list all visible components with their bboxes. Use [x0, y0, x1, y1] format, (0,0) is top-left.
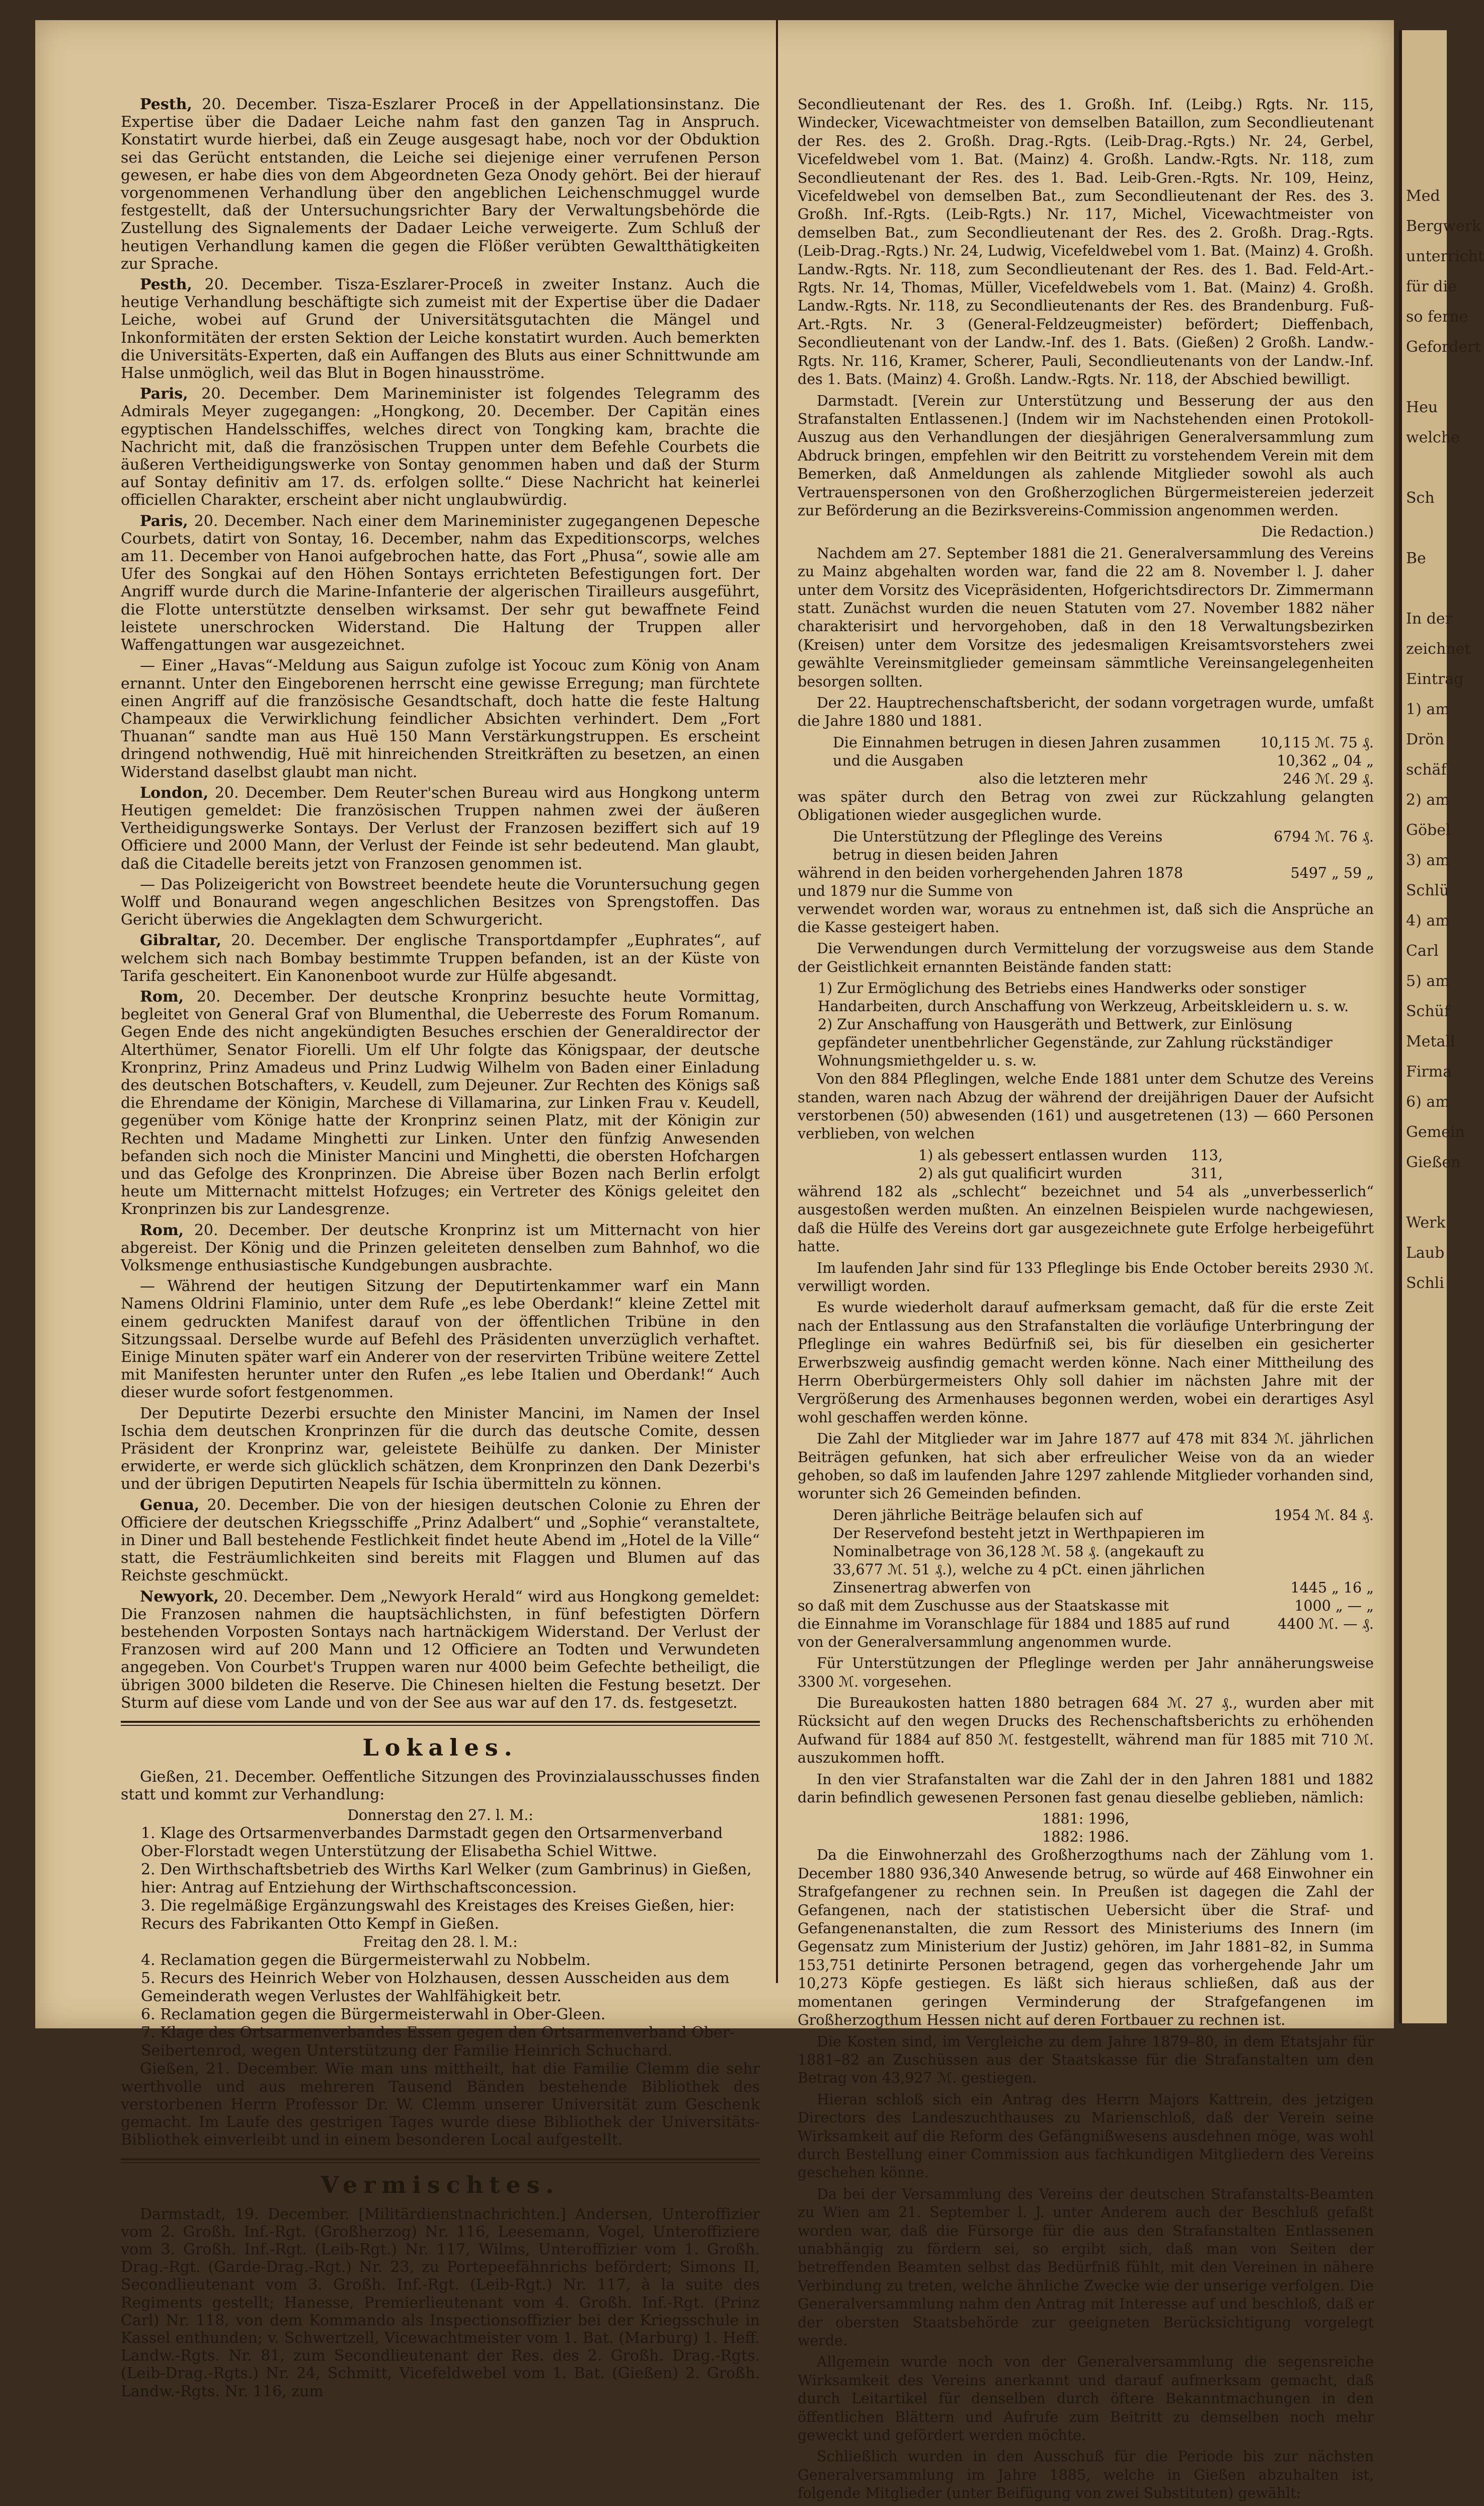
- paragraph: Da die Einwohnerzahl des Großherzogthums nach der Zählung vom 1. December 1880 936,340 Anwesende betrug, so würde auf 468 Einwohner ein Strafgefangener zu rechnen sein. In Preußen ist dagegen die Zahl der Gefangenen, nach der statistischen Uebersicht über die Straf- und Gefangenenanstalten, die zum Ressort des Ministeriums des Innern (im Gegensatz zum Ministerium der Justiz) gehören, im Jahr 1881–82, in Summa 153,751 detinirte Personen betragend, gegen das vorhergehende Jahr um 10,273 Köpfe gestiegen. Es läßt sich hieraus schließen, daß aus der momentanen geringen Verminderung der Strafgefangenen im Großherzogthum Hessen nicht auf deren Fortbauer zu rechnen ist.: [798, 1847, 1374, 2029]
- paragraph: Allgemein wurde noch von der Generalversammlung die segensreiche Wirksamkeit des Vereins anerkannt und darauf aufmerksam gemacht, daß durch Leitartikel für denselben durch öftere Bekanntmachungen in den öffentlichen Blättern und Aufrufe zum Beitritt zu demselben noch mehr geweckt und gefördert werden möchte.: [798, 2353, 1374, 2444]
- agenda-item: 7. Klage des Ortsarmenverbandes Essen gegen den Ortsarmenverband Ober-Seibertenrod, wegen Unterstützung der Familie Heinrich Schuchard.: [141, 2024, 735, 2060]
- adjacent-page-fragments: Med Bergwerk unterricht für die so ferne Gefordert Heu welche Sch Be In der zeichnet Eintrag 1) am Drön schäf 2) am Göbel 3) am Schlü 4) am Carl 5) am Schüf Metall Firma 6) am Gemein Gießen Werk Laub Schli: [1406, 187, 1484, 1292]
- article: Rom, 20. December. Der deutsche Kronprinz ist um Mitternacht von hier abgereist. Der König und die Prinzen geleiteten denselben zum Bahnhof, wo die Volksmenge enthusiastische Kundgebungen ausbrachte.: [121, 1221, 760, 1274]
- article: Rom, 20. December. Der deutsche Kronprinz besuchte heute Vormittag, begleitet von General Graf von Blumenthal, die Ueberreste des Forum Romanum. Gegen Ende des nicht angekündigten Besuches erschien der Generaldirector der Alterthümer, Senator Fiorelli. Um elf Uhr folgte das Königspaar, der deutsche Kronprinz, Prinz Amadeus und Prinz Ludwig Wilhelm von Baden einer Einladung des deutschen Botschafters, v. Keudell, zum Dejeuner. Zur Rechten des Königs saß die Ehrendame der Königin, Marchese di Villamarina, zur Linken Frau v. Keudell, gegenüber vom Könige hatte der Kronprinz seinen Platz, mit der Königin zur Rechten und Madame Minghetti zur Linken. Unter den fünfzig Anwesenden befanden sich noch die Minister Mancini und Minghetti, die obersten Hofchargen und das Gefolge des Kronprinzen. Die Abreise über Bozen nach Berlin erfolgt heute um Mitternacht mittelst Hofzuges; ein Vertreter des Königs geleitet den Kronprinzen bis zur Landesgrenze.: [121, 988, 760, 1219]
- section-heading-lokales: Lokales.: [362, 1734, 518, 1762]
- agenda-item: 2. Den Wirthschaftsbetrieb des Wirths Karl Welker (zum Gambrinus) in Gießen, hier: Antrag auf Entziehung der Wirthschaftsconcession.: [141, 1861, 752, 1897]
- article: Darmstadt, 19. December. [Militärdienstnachrichten.] Andersen, Unteroffizier vom 2. Großh. Inf.-Rgt. (Großherzog) Nr. 116, Leesemann, Vogel, Unteroffiziere vom 3. Großh. Inf.-Rgt. (Leib-Rgt.) Nr. 117, Wilms, Unteroffizier vom 1. Großh. Drag.-Rgt. (Garde-Drag.-Rgt.) Nr. 23, zu Portepeefähnrichs befördert; Simons II, Secondlieutenant vom 3. Großh. Inf.-Rgt. (Leib-Rgt.) Nr. 117, à la suite des Regiments gestellt; Hanesse, Premierlieutenant vom 4. Großh. Inf.-Rgt. (Prinz Carl) Nr. 118, von dem Kommando als Inspectionsoffizier bei der Kriegsschule in Kassel enthunden; v. Schwertzell, Vicewachtmeister vom 1. Bat. (Marburg) 1. Heff. Landw.-Rgts. Nr. 81, zum Secondlieutenant der Res. des 2. Großh. Drag.-Rgts. (Leib-Drag.-Rgts.) Nr. 24, Schmitt, Vicefeldwebel vom 1. Bat. (Gießen) 2. Großh. Landw.-Rgts. Nr. 116, zum: [121, 2205, 760, 2400]
- paragraph: Für Unterstützungen der Pfleglinge werden per Jahr annäherungsweise 3300 ℳ. vorgesehen.: [798, 1655, 1374, 1690]
- article: — Das Polizeigericht von Bowstreet beendete heute die Voruntersuchung gegen Wolff und Bonaurand wegen angeschlichen Besitzes von Sprengstoffen. Das Gericht überwies die Angeklagten dem Schwurgericht.: [121, 875, 760, 929]
- association-report: [798, 392, 1374, 2503]
- agenda-item: 1. Klage des Ortsarmenverbandes Darmstadt gegen den Ortsarmenverband Ober-Florstadt wegen Unterstützung der Elisabetha Schiel Wittwe.: [141, 1825, 723, 1861]
- paragraph: Es wurde wiederholt darauf aufmerksam gemacht, daß für die erste Zeit nach der Entlassung aus den Strafanstalten die vorläufige Unterbringung der Pfleglinge ein wahres Bedürfniß sei, bis für dieselben ein gesicherter Erwerbszweig ausfindig gemacht werden könne. Nach einer Mittheilung des Herrn Oberbürgermeisters Ohly soll dahier im nächsten Jahre mit der Vergrößerung des Armenhauses begonnen werden, wobei ein derartiges Asyl wohl geschaffen werden könne.: [798, 1299, 1374, 1426]
- article: London, 20. December. Dem Reuter'schen Bureau wird aus Hongkong unterm Heutigen gemeldet: Die französischen Truppen nahmen zwei der äußeren Vertheidigungswerke Sontays. Der Verlust der Franzosen beziffert sich auf 19 Officiere und 2000 Mann, der Verlust der Feinde ist sehr bedeutend. Man glaubt, daß die Citadelle bereits jetzt von Franzosen genommen ist.: [121, 784, 760, 873]
- article: Paris, 20. December. Nach einer dem Marineminister zugegangenen Depesche Courbets, datirt von Sontay, 16. December, nahm das Expeditionscorps, welches am 11. December von Hanoi aufgebrochen hatte, das Fort „Phusa“, sowie alle am Ufer des Songkai auf den Höhen Sontays errichteten Befestigungen fort. Der Angriff wurde durch die Marine-Infanterie der algerischen Tirailleurs ausgeführt, die Flotte unterstützte denselben wirksamst. Der sehr gut bewaffnete Feind leistete unerschrocken Widerstand. Die Haltung der Truppen aller Waffengattungen war ausgezeichnet.: [121, 512, 760, 654]
- figure-row: 2) als gut qualificirt wurden 311,: [918, 1165, 1223, 1182]
- paragraph: Die Zahl der Mitglieder war im Jahre 1877 auf 478 mit 834 ℳ. jährlichen Beiträgen gefunken, hat sich aber erfreulicher Weise von da an wieder gehoben, so daß im laufenden Jahre 1297 zahlende Mitglieder vorhanden sind, worunter sich 26 Gemeinden befinden.: [798, 1430, 1374, 1502]
- paragraph: Die Verwendungen durch Vermittelung der vorzugsweise aus dem Stande der Geistlichkeit ernannten Beistände fanden statt:: [798, 940, 1374, 975]
- figure-row: 1881: 1996,: [1042, 1810, 1129, 1828]
- article: Pesth, 20. December. Tisza-Eszlarer Proceß in der Appellationsinstanz. Die Expertise über die Dadaer Leiche nahm fast den ganzen Tag in Anspruch. Konstatirt wurde hierbei, daß ein Zeuge ausgesagt habe, noch vor der Obduktion sei das Gerücht entstanden, die Leiche sei diejenige einer verrufenen Person gewesen, er habe dies von dem Abgeordneten Geza Onody gehört. Bei der hierauf vorgenommenen Verhandlung über den angeblichen Leichenschmuggel wurde festgestellt, daß der Untersuchungsrichter Bary der Verwaltungsbehörde die Zustellung des Signalements der Dadaer Leiche verweigerte. Zum Schluß der heutigen Verhandlung kamen die gegen die Flößer verübten Gewaltthätigkeiten zur Sprache.: [121, 96, 760, 273]
- article: Genua, 20. December. Die von der hiesigen deutschen Colonie zu Ehren der Officiere der deutschen Kriegsschiffe „Prinz Adalbert“ und „Sophie“ veranstaltete, in Diner und Ball bestehende Festlichkeit findet heute Abend im „Hotel de la Ville“ statt, die Festräumlichkeiten sind bereits mit Flaggen und Blumen auf das Reichste geschmückt.: [121, 1496, 760, 1585]
- agenda-item: 3. Die regelmäßige Ergänzungswahl des Kreistages des Kreises Gießen, hier: Recurs des Fabrikanten Otto Kempf in Gießen.: [141, 1897, 735, 1933]
- article: Paris, 20. December. Dem Marineminister ist folgendes Telegramm des Admirals Meyer zugegangen: „Hongkong, 20. December. Der Capitän eines egyptischen Handelsschiffes, welches direct von Tongking kam, brachte die Nachricht mit, daß die französischen Truppen unter dem Befehle Courbets die äußeren Vertheidigungswerke von Sontay genommen haben und daß der Sturm auf Sontay definitiv am 17. ds. erfolgen sollte.“ Diese Nachricht hat keinerlei officiellen Charakter, erscheint aber nicht unglaubwürdig.: [121, 385, 760, 509]
- miscellany: [121, 2206, 760, 2400]
- article: — Während der heutigen Sitzung der Deputirtenkammer warf ein Mann Namens Oldrini Flaminio, unter dem Rufe „es lebe Oberdank!“ kleine Zettel mit einem gedruckten Manifest darauf von der öffentlichen Tribüne in den Sitzungssaal. Derselbe wurde auf Befehl des Präsidenten unverzüglich verhaftet. Einige Minuten später warf ein Anderer von der reservirten Tribüne weitere Zettel mit Manifesten herunter unter den Rufen „es lebe Italien und Oberdank!“ Auch dieser wurde sofort festgenommen.: [121, 1277, 760, 1402]
- figure-row: und die Ausgaben 10,362 „ 04 „: [833, 752, 1374, 769]
- list-item: 2) Zur Anschaffung von Hausgeräth und Bettwerk, zur Einlösung gepfändeter unentbehrlicher Gegenstände, zur Zahlung rückständiger Wohnungsmiethgelder u. s. w.: [818, 1016, 1333, 1070]
- section-rule: [121, 2162, 760, 2163]
- date-subheading: Donnerstag den 27. l. M.:: [347, 1807, 533, 1824]
- article: Newyork, 20. December. Dem „Newyork Herald“ wird aus Hongkong gemeldet: Die Franzosen nahmen die hauptsächlichsten, in fünf befestigten Dörfern bestehenden Vorposten Sontays nach hartnäckigem Widerstand. Der Verlust der Franzosen wird auf 200 Mann und 12 Officiere an Todten und Verwundeten angegeben. Von Courbet's Truppen waren nur 4000 beim Gefechte betheiligt, die übrigen 3000 bildeten die Reserve. Die Chinesen hielten die Festung besetzt. Der Sturm auf diese vom Lande und von der See aus war auf den 17. ds. festgesetzt.: [121, 1587, 760, 1712]
- agenda-item: 6. Reclamation gegen die Bürgermeisterwahl in Ober-Gleen.: [141, 2006, 606, 2024]
- military-news-continued: [798, 96, 1374, 389]
- paragraph: Nachdem am 27. September 1881 die 21. Generalversammlung des Vereins zu Mainz abgehalten worden war, fand die 22 am 8. November l. J. daher unter dem Vorsitz des Vicepräsidenten, Hofgerichtsdirectors Dr. Zimmermann statt. Zunächst wurden die neuen Statuten vom 27. November 1882 näher charakterisirt und hervorgehoben, daß in den 18 Verwaltungsbezirken (Kreisen) unter dem Vorsitze des jedesmaligen Kreisamtsvorstehers zwei gewählte Vereinsmitglieder gemeinsam sämmtliche Vereinsangelegenheiten besorgen sollten.: [798, 545, 1374, 690]
- left-column: [121, 96, 760, 2403]
- newspaper-page: [35, 20, 1394, 2502]
- paragraph: was später durch den Betrag von zwei zur Rückzahlung gelangten Obligationen wieder ausgeglichen wurde.: [798, 788, 1374, 824]
- list-item: 1) Zur Ermöglichung des Betriebs eines Handwerks oder sonstiger Handarbeiten, durch Anschaffung von Werkzeug, Arbeitskleidern u. s. w.: [818, 980, 1349, 1015]
- figure-row: so daß mit dem Zuschusse aus der Staatskasse mit 1000 „ — „: [798, 1597, 1374, 1614]
- article: — Einer „Havas“-Meldung aus Saigun zufolge ist Yocouc zum König von Anam ernannt. Unter den Eingeborenen herrscht eine gewisse Erregung; man fürchtete einen Angriff auf die französische Gesandtschaft, doch hatte die feste Haltung Champeaux die Verwirklichung feindlicher Absichten verhindert. Dem „Fort Thuanan“ sandte man aus Huë 150 Mann Verstärkungstruppen. Es erscheint dringend nothwendig, Huë mit hinreichenden Streitkräften zu besetzen, an einen Widerstand daselbst glaubt man nicht.: [121, 657, 760, 781]
- paragraph: Von den 884 Pfleglingen, welche Ende 1881 unter dem Schutze des Vereins standen, waren nach Abzug der während der dreijährigen Dauer der Aufsicht verstorbenen (50) abwesenden (161) und ausgetretenen (13) — 660 Personen verblieben, von welchen: [798, 1071, 1374, 1143]
- right-column: [798, 96, 1374, 2506]
- figure-row: Deren jährliche Beiträge belaufen sich auf 1954 ℳ. 84 ₰.: [833, 1506, 1374, 1524]
- paragraph: Die Bureaukosten hatten 1880 betragen 684 ℳ. 27 ₰., wurden aber mit Rücksicht auf den wegen Drucks des Rechenschaftsberichts zu erhöhenden Aufwand für 1884 auf 850 ℳ. festgestellt, während man für 1885 mit 710 ℳ. auszukommen hofft.: [798, 1695, 1374, 1767]
- paragraph: verwendet worden war, woraus zu entnehmen ist, daß sich die Ansprüche an die Kasse gesteigert haben.: [798, 900, 1374, 936]
- paragraph: Hieran schloß sich ein Antrag des Herrn Majors Kattrein, des jetzigen Directors des Landeszuchthauses zu Marienschloß, daß der Verein seine Wirksamkeit auf die Reform des Gefängnißwesens ausdehnen möge, was wohl durch Bestellung einer Commission aus fachkundigen Mitgliedern des Vereins geschehen könne.: [798, 2091, 1374, 2181]
- paragraph: In den vier Strafanstalten war die Zahl der in den Jahren 1881 und 1882 darin befindlich gewesenen Personen fast genau dieselbe geblieben, nämlich:: [798, 1771, 1374, 1806]
- section-rule: [121, 1725, 760, 1726]
- article: Gießen, 21. December. Oeffentliche Sitzungen des Provinzialausschusses finden statt und kommt zur Verhandlung:: [121, 1768, 760, 1804]
- editorial-note: Darmstadt. [Verein zur Unterstützung und Besserung der aus den Strafanstalten Entlassenen.] (Indem wir im Nachstehenden einen Protokoll-Auszug aus den Verhandlungen der diesjährigen Generalversammlung zum Abdruck bringen, empfehlen wir den Beitritt zu vorstehendem Verein mit dem Bemerken, daß Anmeldungen als zahlende Mitglieder sowohl als auch Vertrauenspersonen von den Großherzoglichen Bürgermeistereien jederzeit zur Beförderung an die Bezirksvereins-Commission angenommen werden.: [798, 392, 1374, 519]
- figure-row: also die letzteren mehr 246 ℳ. 29 ₰.: [979, 770, 1374, 787]
- adjacent-page-edge: [1399, 30, 1484, 2023]
- figure-row: Der Reservefond besteht jetzt in Werthpapieren im Nominalbetrage von 36,128 ℳ. 58 ₰. (angekauft zu 33,677 ℳ. 51 ₰.), welche zu 4 pCt. einen jährlichen Zinsenertrag abwerfen von 1445 „ 16 „: [833, 1525, 1374, 1596]
- figure-row: 1882: 1986.: [1042, 1829, 1129, 1846]
- section-rule: [121, 1721, 760, 1723]
- paragraph: von der Generalversammlung angenommen wurde.: [798, 1633, 1172, 1650]
- section-rule: [121, 2158, 760, 2160]
- figure-row: 1) als gebessert entlassen wurden 113,: [918, 1147, 1223, 1164]
- article: Pesth, 20. December. Tisza-Eszlarer-Proceß in zweiter Instanz. Auch die heutige Verhandlung beschäftigte sich zumeist mit der Expertise über die Dadaer Leiche, wobei auf Grund der Universitätsgutachten die Mängel und Inkonformitäten der ersten Sektion der Leiche konstatirt wurden. Auch bemerkten die Universitäts-Experten, daß ein Auffangen des Bluts aus einer Schnittwunde am Halse unmöglich, weil das Blut in Bogen hinausströme.: [121, 276, 760, 383]
- date-subheading: Freitag den 28. l. M.:: [363, 1934, 518, 1951]
- section-heading-vermischtes: Vermischtes.: [321, 2171, 560, 2198]
- foreign-news: [121, 96, 760, 1712]
- article: Gibraltar, 20. December. Der englische Transportdampfer „Euphrates“, auf welchem sich nach Bombay bestimmte Truppen befanden, ist an der Küste von Tarifa gescheitert. Ein Kanonenboot wurde zur Hülfe abgesandt.: [121, 932, 760, 985]
- paragraph: während 182 als „schlecht“ bezeichnet und 54 als „unverbesserlich“ ausgestoßen werden mußten. An einzelnen Beispielen wurde nachgewiesen, daß die Hülfe des Vereins dort gar ausgezeichnete gute Erfolge herbeigeführt hatte.: [798, 1183, 1374, 1255]
- article: Der Deputirte Dezerbi ersuchte den Minister Mancini, im Namen der Insel Ischia dem deutschen Kronprinzen für die durch das deutsche Comite, dessen Präsident der Kronprinz war, geleistete Beihülfe zu danken. Der Minister erwiderte, er werde sich glücklich schätzen, dem Kronprinzen den Dank Dezerbi's und der übrigen Deputirten Neapels für Ischia übermitteln zu können.: [121, 1404, 760, 1493]
- paragraph: Im laufenden Jahr sind für 133 Pfleglinge bis Ende October bereits 2930 ℳ. verwilligt worden.: [798, 1259, 1374, 1295]
- figure-row: Die Einnahmen betrugen in diesen Jahren zusammen 10,115 ℳ. 75 ₰.: [833, 734, 1374, 751]
- figure-row: während in den beiden vorhergehenden Jahren 1878 und 1879 nur die Summe von 5497 „ 59 „: [798, 864, 1374, 899]
- article: Secondlieutenant der Res. des 1. Großh. Inf. (Leibg.) Rgts. Nr. 115, Windecker, Vicewachtmeister von demselben Bataillon, zum Secondlieutenant der Res. des 2. Großh. Drag.-Rgts. (Leib-Drag.-Rgts.) Nr. 24, Gerbel, Vicefeldwebel vom 1. Bat. (Mainz) 4. Großh. Landw.-Rgts. Nr. 118, zum Secondlieutenant der Res. des 1. Bad. Leib-Gren.-Rgts. Nr. 109, Heinz, Vicefeldwebel von demselben Bat., zum Secondlieutenant der Res. des 3. Großh. Inf.-Rgts. (Leib-Rgts.) Nr. 117, Michel, Vicewachtmeister von demselben Bat., zum Secondlieutenant der Res. des 2. Großh. Drag.-Rgts. (Leib-Drag.-Rgts.) Nr. 24, Ludwig, Vicefeldwebel vom 1. Bat. (Mainz) 4. Großh. Landw.-Rgts. Nr. 118, zum Secondlieutenant der Res. des 1. Bad. Feld-Art.-Rgts. Nr. 14, Thomas, Müller, Vicefeldwebels vom 1. Bat. (Mainz) 4. Großh. Landw.-Rgts. Nr. 118, zu Secondlieutenants der Res. des Brandenburg. Fuß-Art.-Rgts. Nr. 3 (General-Feldzeugmeister) befördert; Dieffenbach, Secondlieutenant von der Landw.-Inf. des 1. Bats. (Gießen) 2 Großh. Landw.-Rgts. Nr. 116, Kramer, Scherer, Pauli, Secondlieutenants von der Landw.-Inf. des 1. Bats. (Mainz) 4. Großh. Landw.-Rgts. Nr. 118, der Abschied bewilligt.: [798, 96, 1374, 388]
- paragraph: Da bei der Versammlung des Vereins der deutschen Strafanstalts-Beamten zu Wien am 21. September l. J. unter Anderem auch der Beschluß gefaßt worden war, daß die Fürsorge für die aus den Strafanstalten Entlassenen unabhängig zu fördern sei, so ergibt sich, daß man von Seiten der betreffenden Beamten selbst das Bedürfniß fühlt, mit den Vereinen in nähere Verbindung zu treten, welche ähnliche Zwecke wie der unserige verfolgen. Die Generalversammlung nahm den Antrag mit Interesse auf und beschloß, daß er der obersten Staatsbehörde zur geeigneten Berücksichtigung vorgelegt werde.: [798, 2185, 1374, 2349]
- agenda-item: 5. Recurs des Heinrich Weber von Holzhausen, dessen Ausscheiden aus dem Gemeinderath wegen Verlustes der Wahlfähigkeit betr.: [141, 1969, 730, 2006]
- column-rule: [776, 20, 778, 1983]
- article: Gießen, 21. December. Wie man uns mittheilt, hat die Familie Clemm die sehr werthvolle und aus mehreren Tausend Bänden bestehende Bibliothek des verstorbenen Herrn Professor Dr. W. Clemm unserer Universität zum Geschenk gemacht. Im Laufe des gestrigen Tages wurde diese Bibliothek der Universitäts-Bibliothek einverleibt und in einem besonderen Local aufgestellt.: [121, 2060, 760, 2149]
- paragraph: Schließlich wurden in den Ausschuß für die Periode bis zur nächsten Generalversammlung im Jahre 1885, welche in Gießen abzuhalten ist, folgende Mitglieder (unter Beifügung von zwei Substituten) gewählt:: [798, 2448, 1374, 2502]
- local-news: [121, 1768, 760, 2149]
- agenda-item: 4. Reclamation gegen die Bürgermeisterwahl zu Nobbelm.: [141, 1951, 591, 1969]
- paragraph: Die Kosten sind, im Vergleiche zu dem Jahre 1879–80, in dem Etatsjahr für 1881–82 an Zuschüssen aus der Staatskasse für die Strafanstalten um den Betrag von 43,927 ℳ. gestiegen.: [798, 2033, 1374, 2087]
- paragraph: Der 22. Hauptrechenschaftsbericht, der sodann vorgetragen wurde, umfaßt die Jahre 1880 und 1881.: [798, 695, 1374, 730]
- editorial-signature: Die Redaction.): [1261, 523, 1374, 541]
- figure-row: die Einnahme im Voranschlage für 1884 und 1885 auf rund 4400 ℳ. — ₰.: [798, 1615, 1374, 1632]
- figure-row: Die Unterstützung der Pfleglinge des Vereins betrug in diesen beiden Jahren 6794 ℳ. 76 ₰.: [833, 828, 1374, 863]
